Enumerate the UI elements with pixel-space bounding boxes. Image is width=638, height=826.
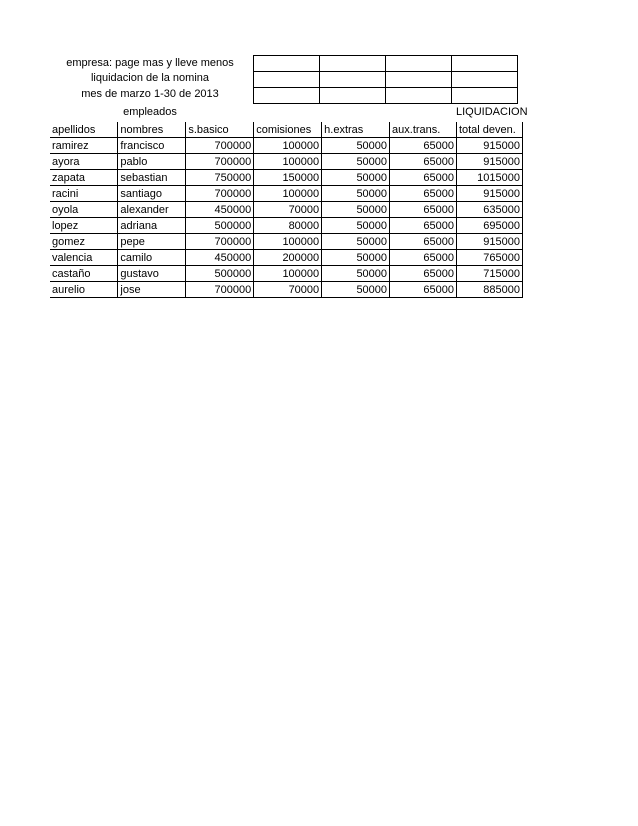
table-cell: 100000 <box>254 154 322 170</box>
blank-cell <box>452 56 518 72</box>
table-cell: 700000 <box>186 138 254 154</box>
table-cell: pablo <box>118 154 186 170</box>
table-cell: ramirez <box>50 138 118 154</box>
table-row <box>50 202 523 218</box>
column-header: aux.trans. <box>390 122 457 138</box>
table-cell: 150000 <box>254 170 322 186</box>
table-cell: 65000 <box>390 234 457 250</box>
table-cell: 915000 <box>456 138 522 154</box>
table-cell: 500000 <box>186 218 254 234</box>
blank-cell <box>386 72 452 88</box>
table-cell: jose <box>118 282 186 298</box>
table-cell: 70000 <box>254 282 322 298</box>
table-cell: 885000 <box>456 282 522 298</box>
table-cell: 50000 <box>322 170 390 186</box>
table-cell: 65000 <box>390 218 457 234</box>
table-cell: 915000 <box>456 154 522 170</box>
table-cell: pepe <box>118 234 186 250</box>
table-cell: 750000 <box>186 170 254 186</box>
table-cell: 500000 <box>186 266 254 282</box>
table-cell: lopez <box>50 218 118 234</box>
table-cell: 700000 <box>186 186 254 202</box>
table-cell: 450000 <box>186 250 254 266</box>
table-cell: 695000 <box>456 218 522 234</box>
blank-cell <box>320 88 386 104</box>
header-blank-grid <box>253 55 518 104</box>
column-header: h.extras <box>322 122 390 138</box>
table-cell: 100000 <box>254 138 322 154</box>
table-cell: 100000 <box>254 234 322 250</box>
table-cell: 65000 <box>390 186 457 202</box>
table-cell: 65000 <box>390 138 457 154</box>
table-cell: 765000 <box>456 250 522 266</box>
blank-cell <box>254 88 320 104</box>
table-cell: oyola <box>50 202 118 218</box>
blank-cell <box>254 56 320 72</box>
table-cell: 50000 <box>322 250 390 266</box>
company-title: empresa: page mas y lleve menos <box>66 57 234 69</box>
column-header: s.basico <box>186 122 254 138</box>
table-cell: 100000 <box>254 186 322 202</box>
table-cell: 450000 <box>186 202 254 218</box>
group-label: empleados <box>123 106 177 118</box>
table-cell: 65000 <box>390 170 457 186</box>
blank-cell <box>254 72 320 88</box>
table-cell: 50000 <box>322 186 390 202</box>
table-cell: valencia <box>50 250 118 266</box>
table-cell: gustavo <box>118 266 186 282</box>
table-cell: 65000 <box>390 266 457 282</box>
table-row <box>50 154 523 170</box>
header-row <box>50 122 523 138</box>
payroll-table <box>50 122 523 298</box>
table-cell: aurelio <box>50 282 118 298</box>
table-cell: 65000 <box>390 282 457 298</box>
blank-cell <box>320 56 386 72</box>
table-row <box>50 218 523 234</box>
table-row <box>50 234 523 250</box>
table-cell: francisco <box>118 138 186 154</box>
table-cell: 70000 <box>254 202 322 218</box>
table-cell: 100000 <box>254 266 322 282</box>
blank-cell <box>452 72 518 88</box>
table-cell: 80000 <box>254 218 322 234</box>
table-cell: ayora <box>50 154 118 170</box>
blank-cell <box>452 88 518 104</box>
blank-cell <box>386 56 452 72</box>
table-row <box>50 250 523 266</box>
table-cell: 700000 <box>186 154 254 170</box>
liquidacion-label: LIQUIDACION <box>456 106 528 118</box>
column-header: comisiones <box>254 122 322 138</box>
table-cell: 700000 <box>186 234 254 250</box>
table-cell: sebastian <box>118 170 186 186</box>
table-cell: adriana <box>118 218 186 234</box>
report-title: liquidacion de la nomina <box>90 72 210 84</box>
table-row <box>50 266 523 282</box>
blank-cell <box>386 88 452 104</box>
table-cell: 65000 <box>390 250 457 266</box>
table-row <box>50 282 523 298</box>
table-cell: 1015000 <box>456 170 522 186</box>
table-cell: 50000 <box>322 266 390 282</box>
table-cell: 50000 <box>322 138 390 154</box>
table-row <box>50 138 523 154</box>
table-cell: 915000 <box>456 186 522 202</box>
table-cell: zapata <box>50 170 118 186</box>
table-cell: 50000 <box>322 282 390 298</box>
table-cell: 50000 <box>322 154 390 170</box>
table-cell: alexander <box>118 202 186 218</box>
table-cell: santiago <box>118 186 186 202</box>
table-cell: 50000 <box>322 218 390 234</box>
table-row <box>50 186 523 202</box>
table-cell: 635000 <box>456 202 522 218</box>
report-period: mes de marzo 1-30 de 2013 <box>81 88 219 100</box>
table-cell: 65000 <box>390 202 457 218</box>
table-cell: 200000 <box>254 250 322 266</box>
table-cell: castaño <box>50 266 118 282</box>
table-cell: 50000 <box>322 234 390 250</box>
blank-cell <box>320 72 386 88</box>
table-cell: camilo <box>118 250 186 266</box>
table-cell: 715000 <box>456 266 522 282</box>
column-header: nombres <box>118 122 186 138</box>
table-cell: racini <box>50 186 118 202</box>
table-cell: gomez <box>50 234 118 250</box>
table-row <box>50 170 523 186</box>
column-header: total deven. <box>456 122 522 138</box>
table-cell: 915000 <box>456 234 522 250</box>
table-cell: 50000 <box>322 202 390 218</box>
column-header: apellidos <box>50 122 118 138</box>
table-cell: 65000 <box>390 154 457 170</box>
table-cell: 700000 <box>186 282 254 298</box>
